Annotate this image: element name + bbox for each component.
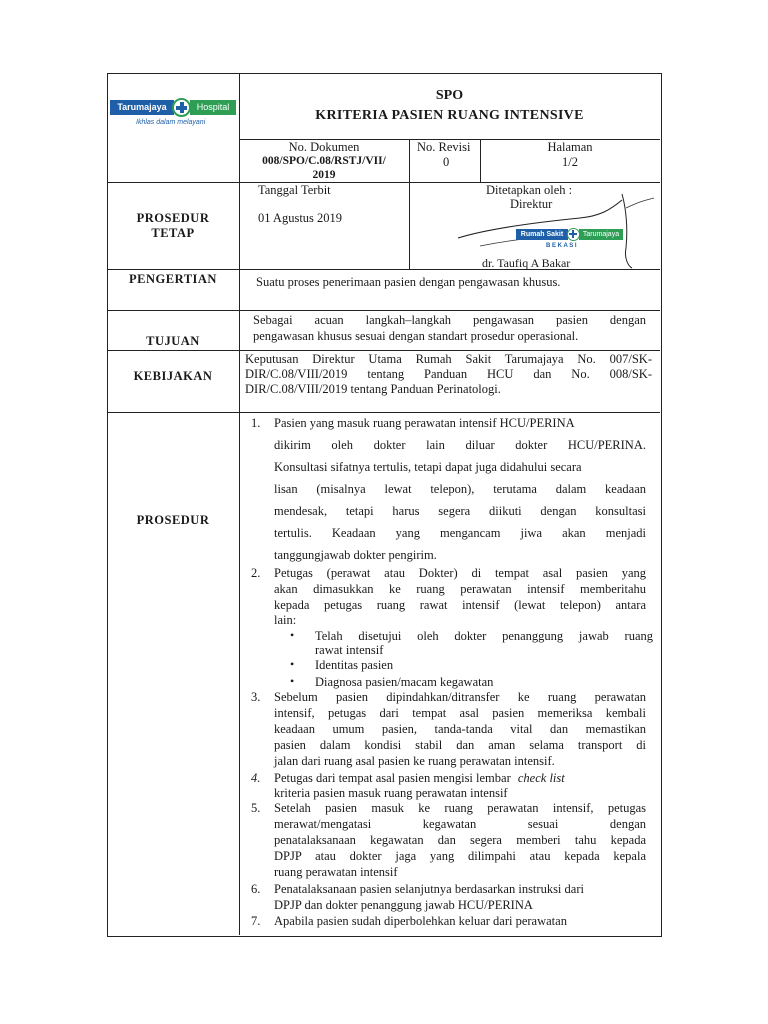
- cell-divider: [409, 139, 410, 269]
- tujuan-text-2: pengawasan khusus sesuai dengan standart prosedur operasional.: [253, 329, 579, 343]
- tanggal-terbit-label: Tanggal Terbit: [258, 183, 331, 197]
- kebijakan-text-2: DIR/C.08/VIII/2019 tentang Panduan HCU dan No. 008/SK-: [245, 367, 652, 381]
- item-2-bullet: rawat intensif: [315, 643, 384, 657]
- tanggal-terbit-value: 01 Agustus 2019: [258, 211, 343, 225]
- stamp-city: B E K A S I: [546, 243, 577, 249]
- item-5-line: Setelah pasien masuk ke ruang perawatan intensif, petugas: [274, 801, 646, 815]
- row-divider: [107, 350, 660, 351]
- item-6-line: Penatalaksanaan pasien selanjutnya berdasarkan instruksi dari: [274, 882, 584, 896]
- item-6-line: DPJP dan dokter penanggung jawab HCU/PERINA: [274, 898, 533, 912]
- stamp-label: Rumah Sakit: [516, 229, 568, 240]
- item-2-bullet: Identitas pasien: [315, 658, 394, 672]
- tujuan-label: TUJUAN: [146, 334, 200, 348]
- item-1-line: mendesak, tetapi harus segera diikuti dengan konsultasi: [274, 504, 646, 518]
- item-3-line: pasien dalam kondisi stabil dan aman selama transport di: [274, 738, 646, 752]
- item-1-line: Konsultasi sifatnya tertulis, tetapi dapat juga didahului secara: [274, 460, 582, 474]
- hospital-logo: [110, 98, 238, 130]
- item-2-line: lain:: [274, 613, 297, 627]
- kebijakan-text-3: DIR/C.08/VIII/2019 tentang Panduan Perinatologi.: [245, 382, 501, 396]
- item-3-line: jalan dari ruang asal pasien ke ruang perawatan intensif.: [274, 754, 555, 768]
- item-4-number: 4.: [251, 771, 261, 785]
- item-1-number: 1.: [251, 416, 261, 430]
- halaman-value: 1/2: [562, 155, 578, 169]
- item-2-number: 2.: [251, 566, 261, 580]
- item-4-line: kriteria pasien masuk ruang perawatan intensif: [274, 786, 508, 800]
- prosedur-label: PROSEDUR: [136, 513, 210, 527]
- logo-brand-right: Hospital: [190, 100, 236, 115]
- item-7-number: 7.: [251, 914, 261, 928]
- item-1-line: Pasien yang masuk ruang perawatan intensif HCU/PERINA: [274, 416, 575, 430]
- bullet-icon: •: [290, 657, 295, 671]
- item-5-line: merawat/mengatasi kegawatan sesuai dengan: [274, 817, 646, 831]
- item-2-bullet: Telah disetujui oleh dokter penanggung jawab ruang: [315, 629, 653, 643]
- item-7-line: Apabila pasien sudah diperbolehkan keluar dari perawatan: [274, 914, 567, 928]
- prosedur-tetap-label-1: PROSEDUR: [136, 211, 210, 225]
- item-2-line: akan dimasukkan ke ruang perawatan intensif memberitahu: [274, 582, 646, 596]
- bullet-icon: •: [290, 674, 295, 688]
- item-1-line: dikirim oleh dokter lain diluar dokter HCU/PERINA.: [274, 438, 646, 452]
- column-divider: [239, 73, 240, 935]
- tujuan-text-1: Sebagai acuan langkah–langkah pengawasan pasien dengan: [253, 313, 646, 327]
- page-title: KRITERIA PASIEN RUANG INTENSIVE: [315, 108, 584, 123]
- no-dokumen-value: 008/SPO/C.08/RSTJ/VII/: [262, 155, 386, 167]
- kebijakan-label: KEBIJAKAN: [133, 369, 213, 383]
- item-4-line: [274, 771, 565, 786]
- prosedur-tetap-label-2: TETAP: [151, 226, 195, 240]
- item-3-line: keadaan umum pasien, tanda-tanda vital dan memastikan: [274, 722, 646, 736]
- item-5-number: 5.: [251, 801, 261, 815]
- no-dokumen-year: 2019: [312, 169, 336, 181]
- bullet-icon: •: [290, 628, 295, 642]
- item-6-number: 6.: [251, 882, 261, 896]
- item-2-line: Petugas (perawat atau Dokter) di tempat asal pasien yang: [274, 566, 646, 580]
- item-5-line: penatalaksanaan kegawatan dan segera memberi tahu kepada: [274, 833, 646, 847]
- item-4-text: Petugas dari tempat asal pasien mengisi lembar: [274, 771, 511, 785]
- row-divider: [107, 310, 660, 311]
- pengertian-label: PENGERTIAN: [129, 272, 217, 286]
- no-revisi-value: 0: [443, 155, 450, 169]
- item-3-line: Sebelum pasien dipindahkan/ditransfer ke ruang perawatan: [274, 690, 646, 704]
- hospital-stamp: [516, 228, 626, 254]
- item-5-line: ruang perawatan intensif: [274, 865, 398, 879]
- logo-tagline: Ikhlas dalam melayani: [136, 119, 206, 126]
- item-1-line: tertulis. Keadaan yang mengancam jiwa akan menjadi: [274, 526, 646, 540]
- item-2-line: kepada petugas ruang rawat intensif (lewat telepon) antara: [274, 598, 646, 612]
- row-divider: [107, 412, 660, 413]
- no-revisi-label: No. Revisi: [417, 140, 471, 154]
- halaman-label: Halaman: [547, 140, 593, 154]
- item-3-number: 3.: [251, 690, 261, 704]
- item-1-line: lisan (misalnya lewat telepon), terutama dalam keadaan: [274, 482, 646, 496]
- item-1-line: tanggungjawab dokter pengirim.: [274, 548, 437, 562]
- item-5-line: DPJP atau dokter jaga yang dilimpahi atau kepada kepala: [274, 849, 646, 863]
- item-3-line: intensif, petugas dari tempat asal pasien memeriksa kembali: [274, 706, 646, 720]
- item-2-bullet: Diagnosa pasien/macam kegawatan: [315, 675, 494, 689]
- kebijakan-text-1: Keputusan Direktur Utama Rumah Sakit Tarumajaya No. 007/SK-: [245, 352, 652, 366]
- stamp-brand: Tarumajaya: [579, 229, 623, 240]
- logo-cross-icon: [172, 98, 191, 117]
- item-4-checklist: check list: [517, 771, 565, 785]
- ditetapkan-direktur: Direktur: [510, 197, 553, 211]
- logo-brand-left: Tarumajaya: [110, 100, 174, 115]
- header-title-spo: SPO: [435, 88, 464, 103]
- no-dokumen-label: No. Dokumen: [288, 140, 360, 154]
- pengertian-text: Suatu proses penerimaan pasien dengan pengawasan khusus.: [256, 275, 561, 289]
- ditetapkan-oleh: Ditetapkan oleh :: [486, 183, 573, 197]
- director-name: dr. Taufiq A Bakar: [482, 256, 571, 270]
